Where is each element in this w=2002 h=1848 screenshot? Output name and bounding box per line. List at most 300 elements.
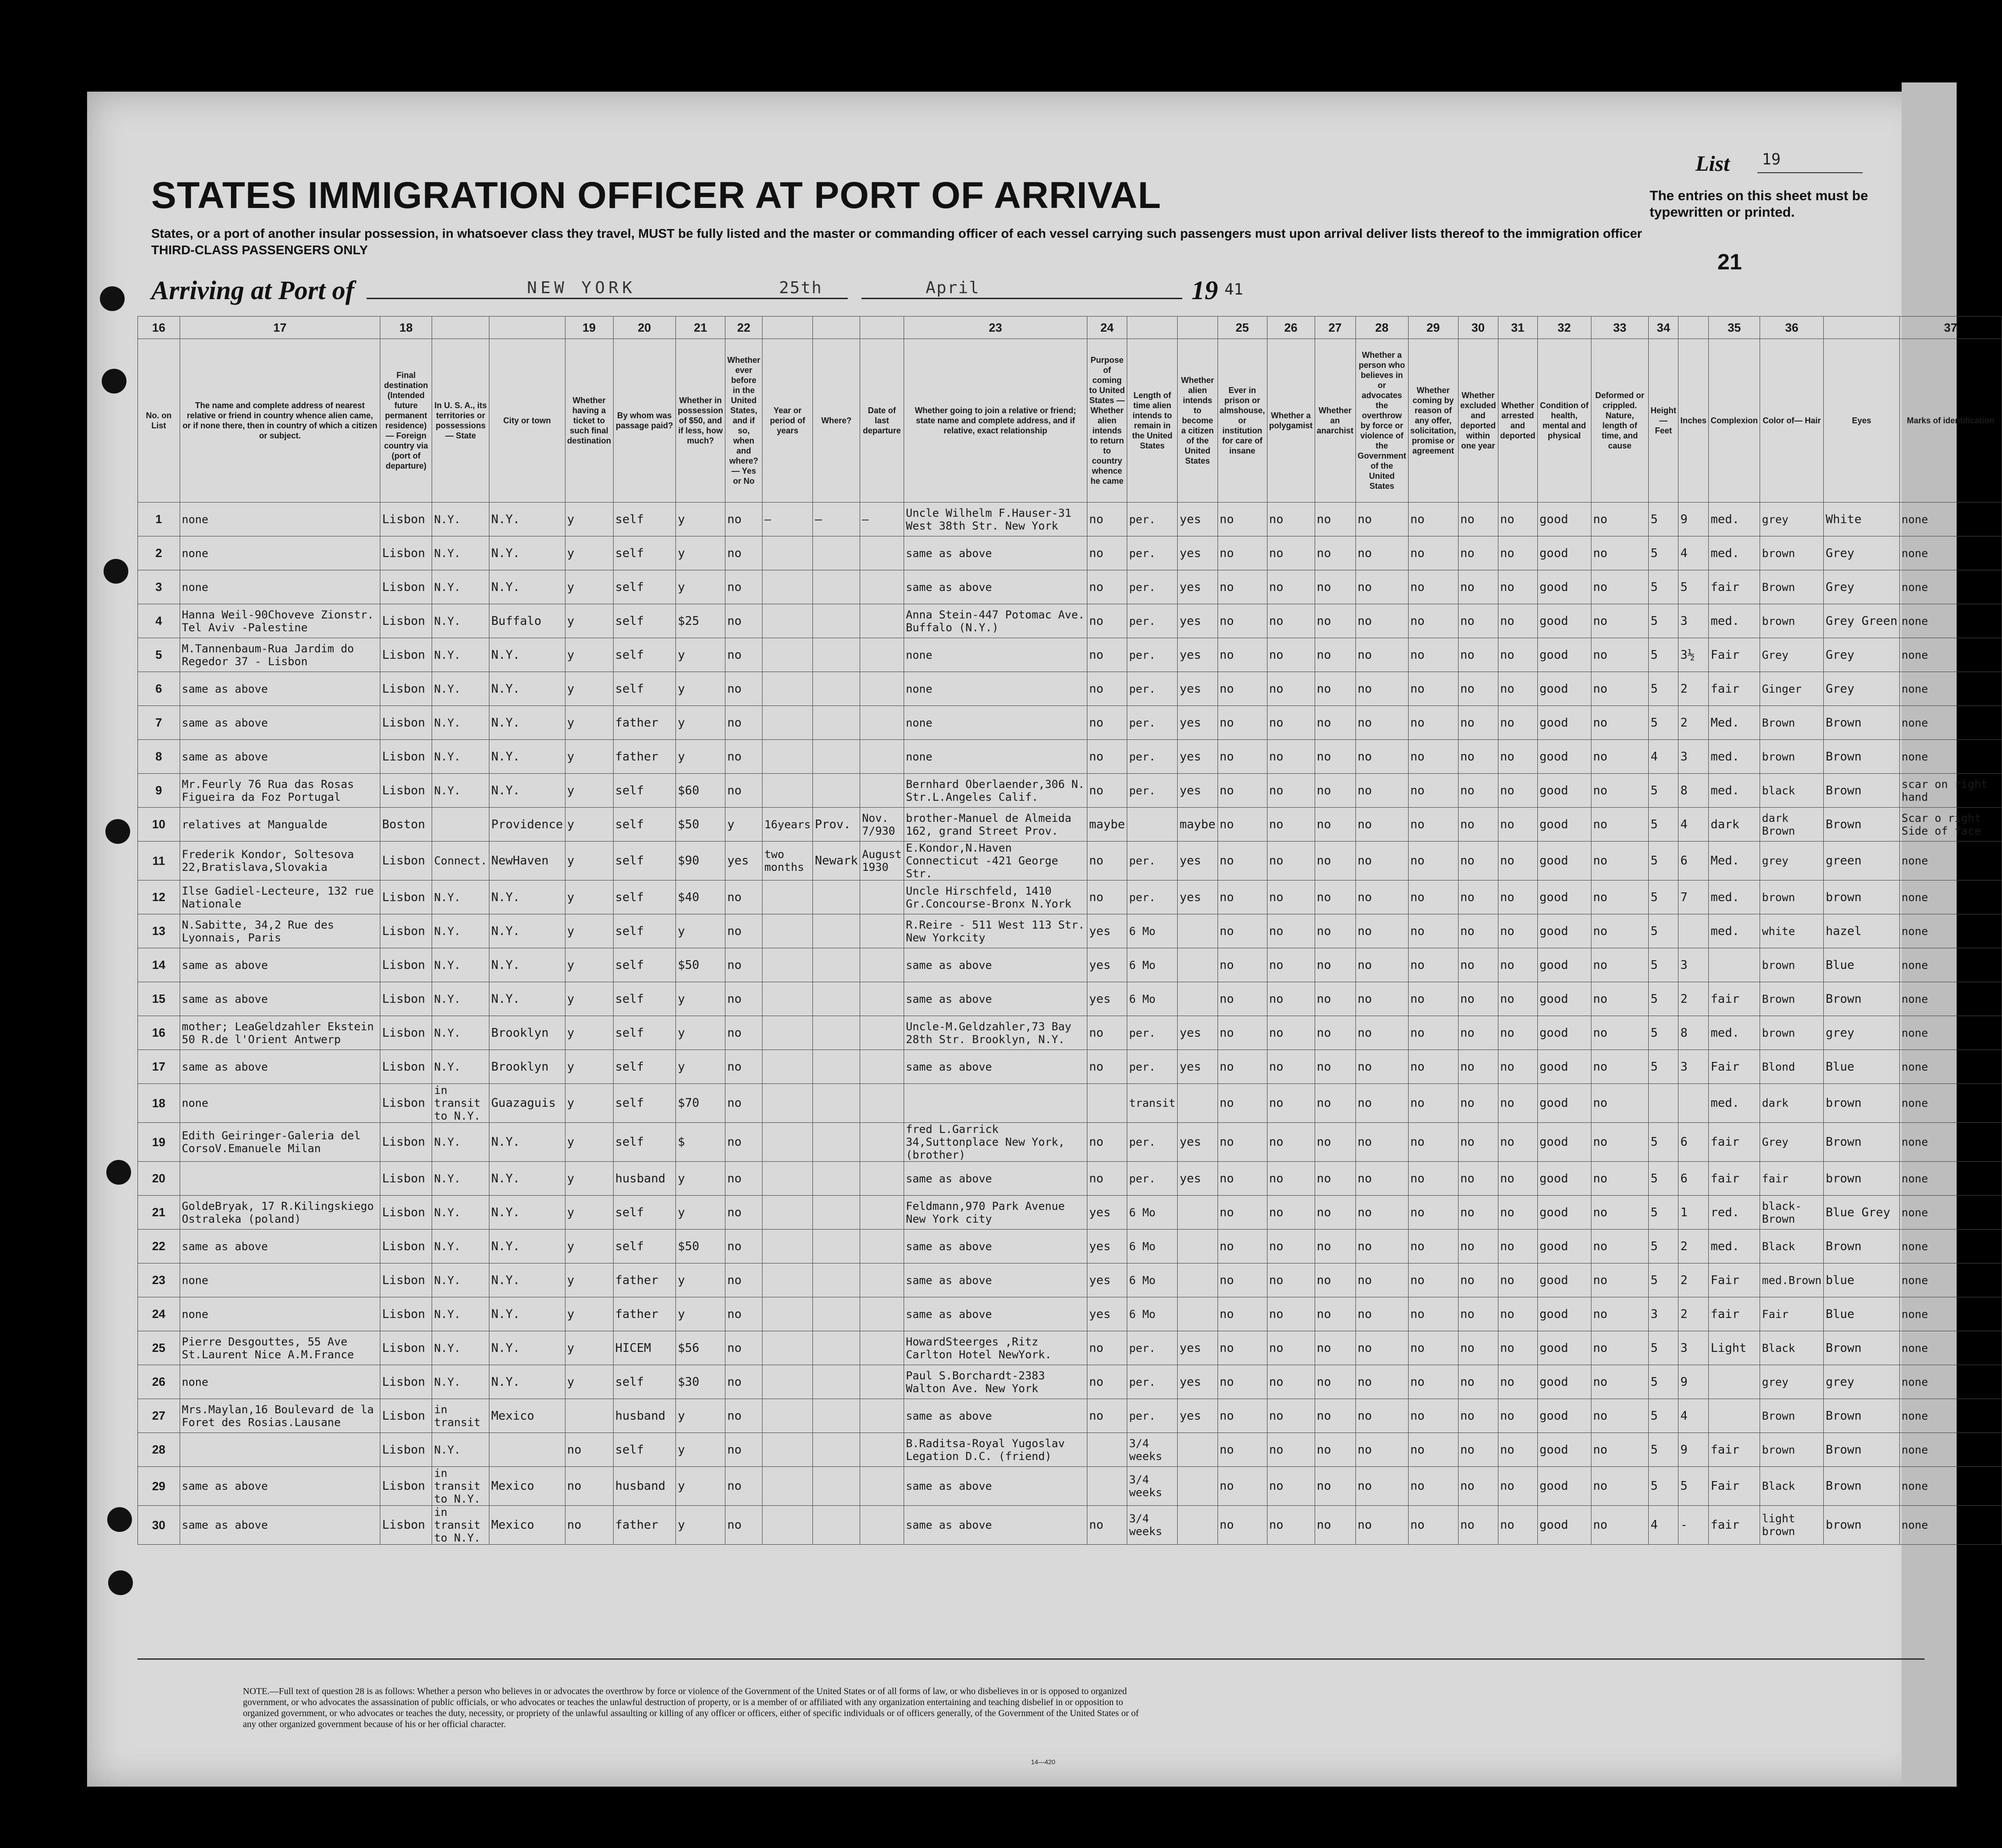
cell-eyes: brown — [1824, 880, 1900, 914]
cell-no: 16 — [138, 1016, 180, 1050]
cell-relative: Ilse Gadiel-Lecteure, 132 rue Nationale — [180, 880, 380, 914]
cell-hair: grey — [1760, 842, 1824, 880]
cell-health: good — [1537, 672, 1591, 706]
cell-joining: E.Kondor,N.Haven Connecticut -421 George Str. — [904, 842, 1087, 880]
arriving-label: Arriving at Port of — [151, 275, 355, 305]
cell-citizen: yes — [1178, 1162, 1218, 1196]
cell-city: N.Y. — [489, 1123, 565, 1162]
cell-prison: no — [1218, 1084, 1267, 1123]
cell-q28: no — [1355, 1162, 1408, 1196]
cell-via: Lisbon — [380, 1162, 432, 1196]
port-line — [367, 298, 848, 299]
cell-money: y — [676, 1297, 725, 1331]
cell-arrest: no — [1498, 1162, 1537, 1196]
cell-prison: no — [1218, 638, 1267, 672]
cell-eyes: Brown — [1824, 1230, 1900, 1263]
cell-before: no — [725, 1230, 762, 1263]
cell-relative: none — [180, 1297, 380, 1331]
cell-in: - — [1678, 1506, 1709, 1545]
cell-joining: Paul S.Borchardt-2383 Walton Ave. New York — [904, 1365, 1087, 1399]
cell-money: y — [676, 672, 725, 706]
cell-complexion: fair — [1709, 672, 1760, 706]
cell-via: Lisbon — [380, 740, 432, 774]
cell-health: good — [1537, 1297, 1591, 1331]
cell-offer: no — [1408, 1433, 1458, 1467]
punch-hole — [104, 559, 128, 584]
cell-deformed: no — [1591, 740, 1649, 774]
cell-complexion: Fair — [1709, 638, 1760, 672]
cell-years — [762, 1365, 813, 1399]
cell-ft: 5 — [1649, 638, 1678, 672]
cell-via: Lisbon — [380, 706, 432, 740]
cell-years — [762, 1506, 813, 1545]
cell-city: N.Y. — [489, 774, 565, 808]
punch-hole — [107, 1507, 132, 1532]
cell-state: N.Y. — [432, 982, 489, 1016]
cell-no: 17 — [138, 1050, 180, 1084]
cell-hair: dark — [1760, 1084, 1824, 1123]
cell-q28: no — [1355, 706, 1408, 740]
cell-in: 3½ — [1678, 638, 1709, 672]
column-number: 25 — [1218, 317, 1267, 339]
cell-city: N.Y. — [489, 536, 565, 570]
cell-eyes: Grey — [1824, 536, 1900, 570]
cell-ticket: y — [565, 948, 613, 982]
cell-complexion: med. — [1709, 880, 1760, 914]
cell-where: Newark — [813, 842, 860, 880]
cell-ret: no — [1087, 1123, 1127, 1162]
cell-excl: no — [1458, 570, 1498, 604]
cell-state: N.Y. — [432, 914, 489, 948]
cell-q28: no — [1355, 570, 1408, 604]
cell-in: 3 — [1678, 1050, 1709, 1084]
column-heading: Whether a polygamist — [1267, 339, 1315, 503]
table-row — [138, 672, 2002, 706]
cell-marks: none — [1899, 1263, 2002, 1297]
cell-citizen — [1178, 914, 1218, 948]
column-heading: Length of time alien intends to remain in the United States — [1127, 339, 1178, 503]
column-number: 23 — [904, 317, 1087, 339]
cell-joining: R.Reire - 511 West 113 Str. New Yorkcity — [904, 914, 1087, 948]
page-title: STATES IMMIGRATION OFFICER AT PORT OF ARRIVAL — [151, 175, 1162, 216]
cell-arrest: no — [1498, 1016, 1537, 1050]
cell-ret: maybe — [1087, 808, 1127, 842]
cell-excl: no — [1458, 1506, 1498, 1545]
cell-last — [860, 1162, 904, 1196]
cell-via: Lisbon — [380, 1263, 432, 1297]
cell-where — [813, 1162, 860, 1196]
cell-poly: no — [1267, 672, 1315, 706]
cell-eyes: Brown — [1824, 740, 1900, 774]
cell-poly: no — [1267, 774, 1315, 808]
cell-money: y — [676, 1050, 725, 1084]
cell-deformed: no — [1591, 1433, 1649, 1467]
cell-citizen: yes — [1178, 570, 1218, 604]
cell-citizen: yes — [1178, 1365, 1218, 1399]
cell-via: Lisbon — [380, 1016, 432, 1050]
cell-length: per. — [1127, 536, 1178, 570]
table-row — [138, 1399, 2002, 1433]
table-row — [138, 706, 2002, 740]
cell-before: no — [725, 503, 762, 536]
cell-ticket: y — [565, 1297, 613, 1331]
cell-marks: none — [1899, 914, 2002, 948]
cell-marks: none — [1899, 1467, 2002, 1506]
cell-last — [860, 1399, 904, 1433]
cell-last — [860, 1297, 904, 1331]
table-row — [138, 1297, 2002, 1331]
cell-relative — [180, 1162, 380, 1196]
cell-in: 6 — [1678, 1162, 1709, 1196]
cell-marks: none — [1899, 672, 2002, 706]
cell-health: good — [1537, 808, 1591, 842]
cell-joining: Anna Stein-447 Potomac Ave. Buffalo (N.Y.) — [904, 604, 1087, 638]
cell-money: $50 — [676, 1230, 725, 1263]
cell-marks: none — [1899, 842, 2002, 880]
cell-health: good — [1537, 914, 1591, 948]
cell-poly: no — [1267, 1016, 1315, 1050]
cell-money: y — [676, 1506, 725, 1545]
cell-q28: no — [1355, 1196, 1408, 1230]
cell-ret — [1087, 1084, 1127, 1123]
entries-note: The entries on this sheet must be typewritten or printed. — [1650, 188, 1868, 220]
cell-arrest: no — [1498, 842, 1537, 880]
cell-complexion: med. — [1709, 1084, 1760, 1123]
cell-ft: 5 — [1649, 1230, 1678, 1263]
cell-poly: no — [1267, 1050, 1315, 1084]
cell-state: N.Y. — [432, 1230, 489, 1263]
cell-q28: no — [1355, 1123, 1408, 1162]
cell-city: N.Y. — [489, 1331, 565, 1365]
cell-city: N.Y. — [489, 672, 565, 706]
cell-where — [813, 1230, 860, 1263]
cell-in: 3 — [1678, 604, 1709, 638]
cell-no: 2 — [138, 536, 180, 570]
cell-length: 6 Mo — [1127, 948, 1178, 982]
cell-in: 4 — [1678, 536, 1709, 570]
cell-money: y — [676, 914, 725, 948]
cell-eyes: Grey Green — [1824, 604, 1900, 638]
cell-before: no — [725, 948, 762, 982]
cell-anarch: no — [1315, 570, 1355, 604]
cell-prison: no — [1218, 503, 1267, 536]
cell-complexion: fair — [1709, 1297, 1760, 1331]
cell-eyes: Blue — [1824, 1297, 1900, 1331]
cell-where — [813, 1399, 860, 1433]
cell-poly: no — [1267, 842, 1315, 880]
cell-complexion: Fair — [1709, 1263, 1760, 1297]
form-code: 14—420 — [1031, 1758, 1055, 1766]
cell-deformed: no — [1591, 1399, 1649, 1433]
cell-joining: same as above — [904, 1263, 1087, 1297]
cell-deformed: no — [1591, 536, 1649, 570]
cell-eyes: grey — [1824, 1365, 1900, 1399]
cell-arrest: no — [1498, 1050, 1537, 1084]
cell-citizen: yes — [1178, 1123, 1218, 1162]
cell-where — [813, 706, 860, 740]
cell-q28: no — [1355, 842, 1408, 880]
cell-joining: Bernhard Oberlaender,306 N. Str.L.Angeles Calif. — [904, 774, 1087, 808]
cell-joining: same as above — [904, 1297, 1087, 1331]
cell-arrest: no — [1498, 1123, 1537, 1162]
cell-no: 15 — [138, 982, 180, 1016]
cell-hair: Brown — [1760, 706, 1824, 740]
cell-ret: no — [1087, 842, 1127, 880]
cell-prison: no — [1218, 570, 1267, 604]
cell-health: good — [1537, 1196, 1591, 1230]
punch-hole — [102, 369, 126, 394]
cell-prison: no — [1218, 604, 1267, 638]
cell-ft: 5 — [1649, 914, 1678, 948]
cell-before: no — [725, 880, 762, 914]
cell-offer: no — [1408, 1123, 1458, 1162]
cell-relative: none — [180, 536, 380, 570]
cell-ticket: y — [565, 503, 613, 536]
column-heading: Complexion — [1709, 339, 1760, 503]
cell-poly: no — [1267, 503, 1315, 536]
table-row — [138, 1467, 2002, 1506]
cell-city: N.Y. — [489, 706, 565, 740]
cell-q28: no — [1355, 914, 1408, 948]
cell-before: no — [725, 1016, 762, 1050]
cell-relative: Frederik Kondor, Soltesova 22,Bratislava,Slovakia — [180, 842, 380, 880]
cell-prison: no — [1218, 536, 1267, 570]
cell-paid: self — [613, 880, 676, 914]
cell-excl: no — [1458, 1162, 1498, 1196]
cell-city: Buffalo — [489, 604, 565, 638]
cell-city: N.Y. — [489, 982, 565, 1016]
cell-state: N.Y. — [432, 1123, 489, 1162]
cell-city: Guazaguis — [489, 1084, 565, 1123]
cell-years — [762, 948, 813, 982]
table-row — [138, 604, 2002, 638]
cell-relative: none — [180, 503, 380, 536]
cell-marks: none — [1899, 740, 2002, 774]
cell-last — [860, 914, 904, 948]
cell-ft: 5 — [1649, 503, 1678, 536]
cell-via: Lisbon — [380, 982, 432, 1016]
cell-eyes: Brown — [1824, 1433, 1900, 1467]
cell-arrest: no — [1498, 880, 1537, 914]
cell-ticket: no — [565, 1467, 613, 1506]
cell-complexion: med. — [1709, 914, 1760, 948]
cell-complexion: med. — [1709, 604, 1760, 638]
cell-money: $30 — [676, 1365, 725, 1399]
cell-eyes: Brown — [1824, 808, 1900, 842]
cell-no: 13 — [138, 914, 180, 948]
cell-q28: no — [1355, 503, 1408, 536]
cell-hair: fair — [1760, 1162, 1824, 1196]
cell-in: 2 — [1678, 672, 1709, 706]
cell-deformed: no — [1591, 604, 1649, 638]
cell-years — [762, 1050, 813, 1084]
cell-years: — — [762, 503, 813, 536]
cell-where: Prov. — [813, 808, 860, 842]
cell-where — [813, 774, 860, 808]
column-number — [813, 317, 860, 339]
cell-paid: self — [613, 570, 676, 604]
cell-state: N.Y. — [432, 604, 489, 638]
cell-citizen: yes — [1178, 842, 1218, 880]
cell-eyes: Brown — [1824, 1331, 1900, 1365]
cell-ticket: y — [565, 914, 613, 948]
column-heading: Purpose of coming to United States — Whether alien intends to return to country whence he came — [1087, 339, 1127, 503]
column-number: 19 — [565, 317, 613, 339]
cell-health: good — [1537, 706, 1591, 740]
table-row — [138, 1506, 2002, 1545]
cell-before: no — [725, 1084, 762, 1123]
cell-complexion: fair — [1709, 1162, 1760, 1196]
cell-joining: same as above — [904, 536, 1087, 570]
table-row — [138, 638, 2002, 672]
cell-money: $60 — [676, 774, 725, 808]
cell-marks: Scar o right Side of face — [1899, 808, 2002, 842]
cell-prison: no — [1218, 1196, 1267, 1230]
column-heading: Whether having a ticket to such final destination — [565, 339, 613, 503]
cell-city: N.Y. — [489, 1263, 565, 1297]
cell-anarch: no — [1315, 1399, 1355, 1433]
cell-no: 7 — [138, 706, 180, 740]
cell-citizen — [1178, 1196, 1218, 1230]
cell-marks: none — [1899, 880, 2002, 914]
cell-last — [860, 1050, 904, 1084]
column-heading: Whether a person who believes in or advocates the overthrow by force or violence of the Government of the United States — [1355, 339, 1408, 503]
cell-relative: relatives at Mangualde — [180, 808, 380, 842]
cell-length: per. — [1127, 740, 1178, 774]
column-number: 27 — [1315, 317, 1355, 339]
cell-anarch: no — [1315, 842, 1355, 880]
cell-health: good — [1537, 536, 1591, 570]
cell-complexion: Fair — [1709, 1050, 1760, 1084]
cell-ticket: y — [565, 982, 613, 1016]
cell-in: 3 — [1678, 1331, 1709, 1365]
cell-no: 1 — [138, 503, 180, 536]
column-heading: Eyes — [1824, 339, 1900, 503]
column-heading: In U. S. A., its territories or possessions — State — [432, 339, 489, 503]
cell-relative: none — [180, 1263, 380, 1297]
cell-years — [762, 1162, 813, 1196]
column-heading: Where? — [813, 339, 860, 503]
cell-citizen: yes — [1178, 503, 1218, 536]
cell-where: — — [813, 503, 860, 536]
cell-city: N.Y. — [489, 914, 565, 948]
cell-in: 7 — [1678, 880, 1709, 914]
cell-relative: Mr.Feurly 76 Rua das Rosas Figueira da Foz Portugal — [180, 774, 380, 808]
cell-state: N.Y. — [432, 503, 489, 536]
cell-offer: no — [1408, 1467, 1458, 1506]
column-heading: Whether excluded and deported within one year — [1458, 339, 1498, 503]
cell-ret — [1087, 1467, 1127, 1506]
cell-length: per. — [1127, 1331, 1178, 1365]
cell-ticket: y — [565, 1230, 613, 1263]
cell-where — [813, 1123, 860, 1162]
cell-prison: no — [1218, 1230, 1267, 1263]
cell-before: no — [725, 1433, 762, 1467]
column-number: 24 — [1087, 317, 1127, 339]
cell-prison: no — [1218, 1433, 1267, 1467]
cell-before: no — [725, 638, 762, 672]
cell-ticket — [565, 1399, 613, 1433]
cell-state: in transit to N.Y. — [432, 1506, 489, 1545]
cell-ft: 5 — [1649, 1433, 1678, 1467]
cell-anarch: no — [1315, 1016, 1355, 1050]
cell-ft: 5 — [1649, 982, 1678, 1016]
cell-offer: no — [1408, 880, 1458, 914]
cell-offer: no — [1408, 774, 1458, 808]
cell-city: N.Y. — [489, 1365, 565, 1399]
cell-ticket: y — [565, 706, 613, 740]
cell-q28: no — [1355, 536, 1408, 570]
cell-ret: no — [1087, 706, 1127, 740]
cell-anarch: no — [1315, 1162, 1355, 1196]
cell-excl: no — [1458, 536, 1498, 570]
cell-length: 6 Mo — [1127, 914, 1178, 948]
cell-state: N.Y. — [432, 880, 489, 914]
cell-ft: 5 — [1649, 706, 1678, 740]
cell-via: Lisbon — [380, 1230, 432, 1263]
cell-marks: none — [1899, 1050, 2002, 1084]
cell-money: y — [676, 706, 725, 740]
cell-joining: same as above — [904, 1162, 1087, 1196]
cell-where — [813, 604, 860, 638]
cell-ret: yes — [1087, 1230, 1127, 1263]
table-row — [138, 536, 2002, 570]
cell-hair: brown — [1760, 604, 1824, 638]
class-line: THIRD-CLASS PASSENGERS ONLY — [151, 243, 368, 257]
cell-ft: 4 — [1649, 1506, 1678, 1545]
cell-no: 19 — [138, 1123, 180, 1162]
cell-in: 8 — [1678, 1016, 1709, 1050]
cell-deformed: no — [1591, 914, 1649, 948]
cell-no: 14 — [138, 948, 180, 982]
cell-length: per. — [1127, 503, 1178, 536]
cell-arrest: no — [1498, 1263, 1537, 1297]
cell-length: per. — [1127, 570, 1178, 604]
cell-health: good — [1537, 570, 1591, 604]
cell-length: transit — [1127, 1084, 1178, 1123]
cell-hair: brown — [1760, 1433, 1824, 1467]
cell-joining: HowardSteerges ,Ritz Carlton Hotel NewYork. — [904, 1331, 1087, 1365]
cell-paid: self — [613, 982, 676, 1016]
cell-eyes: grey — [1824, 1016, 1900, 1050]
cell-ret: no — [1087, 880, 1127, 914]
cell-ret: no — [1087, 1050, 1127, 1084]
cell-health: good — [1537, 1506, 1591, 1545]
cell-prison: no — [1218, 1467, 1267, 1506]
cell-citizen: yes — [1178, 1331, 1218, 1365]
cell-hair: med.Brown — [1760, 1263, 1824, 1297]
column-heading: Ever in prison or almshouse, or institution for care of insane — [1218, 339, 1267, 503]
cell-money: $90 — [676, 842, 725, 880]
cell-joining: same as above — [904, 1050, 1087, 1084]
cell-ft: 5 — [1649, 1331, 1678, 1365]
list-label: List — [1695, 152, 1730, 176]
cell-arrest: no — [1498, 1467, 1537, 1506]
cell-eyes: Brown — [1824, 982, 1900, 1016]
cell-ft: 5 — [1649, 570, 1678, 604]
column-heading: No. on List — [138, 339, 180, 503]
cell-joining: same as above — [904, 1506, 1087, 1545]
cell-health: good — [1537, 740, 1591, 774]
cell-before: no — [725, 774, 762, 808]
cell-marks: none — [1899, 536, 2002, 570]
cell-where — [813, 740, 860, 774]
cell-in: 3 — [1678, 948, 1709, 982]
cell-joining: Uncle Hirschfeld, 1410 Gr.Concourse-Bronx N.York — [904, 880, 1087, 914]
cell-deformed: no — [1591, 842, 1649, 880]
instructions-text: States, or a port of another insular possession, in whatsoever class they travel, MUST be fully listed and the master or commanding officer of each vessel carrying such passengers must upon arrival deliver lists thereof to the immigration officer — [151, 226, 1642, 241]
column-number: 31 — [1498, 317, 1537, 339]
